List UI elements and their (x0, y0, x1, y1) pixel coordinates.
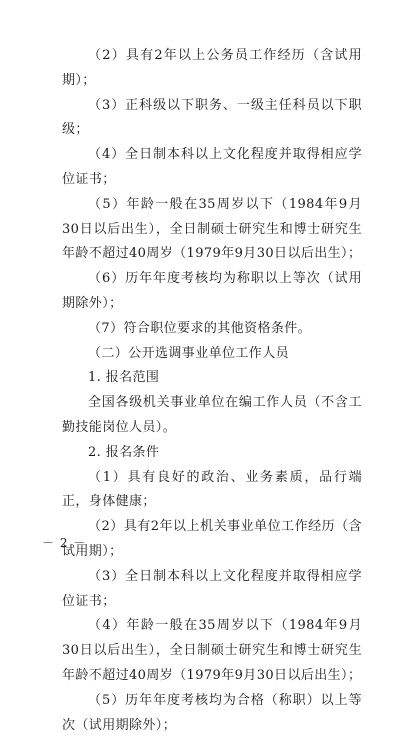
paragraph-item-6: （6）历年年度考核均为称职以上等次（试用期除外）； (62, 271, 362, 311)
paragraph-item-4: （4）全日制本科以上文化程度并取得相应学位证书； (62, 147, 362, 187)
document-body (62, 44, 362, 738)
paragraph-item-7: （7）符合职位要求的其他资格条件。 (88, 320, 312, 336)
section-heading: （二）公开选调事业单位工作人员 (88, 345, 290, 361)
paragraph-item-3: （3）正科级以下职务、一级主任科员以下职级； (62, 97, 362, 138)
condition-item-2: （2）具有2年以上机关事业单位工作经历（含试用期）； (62, 519, 362, 559)
condition-item-1: （1）具有良好的政治、业务素质，品行端正，身体健康； (62, 469, 362, 510)
subsection-heading-scope: 1. 报名范围 (88, 370, 160, 386)
condition-item-3: （3）全日制本科以上文化程度并取得相应学位证书； (62, 568, 362, 609)
paragraph-item-2: （2）具有2年以上公务员工作经历（含试用期）； (62, 48, 362, 88)
condition-item-4: （4）年龄一般在35周岁以下（1984年9月30日以后出生），全日制硕士研究生和博士研究生年龄不超过40周岁（1979年9月30日以后出生）； (62, 618, 362, 683)
condition-item-5: （5）历年年度考核均为合格（称职）以上等次（试用期除外）； (62, 692, 362, 733)
scope-paragraph: 全国各级机关事业单位在编工作人员（不含工勤技能岗位人员）。 (62, 395, 362, 435)
page-number: － 2 － (42, 536, 87, 550)
paragraph-item-5: （5）年龄一般在35周岁以下（1984年9月30日以后出生），全日制硕士研究生和博士研究生年龄不超过40周岁（1979年9月30日以后出生）； (62, 196, 362, 262)
subsection-heading-conditions: 2. 报名条件 (88, 444, 160, 460)
